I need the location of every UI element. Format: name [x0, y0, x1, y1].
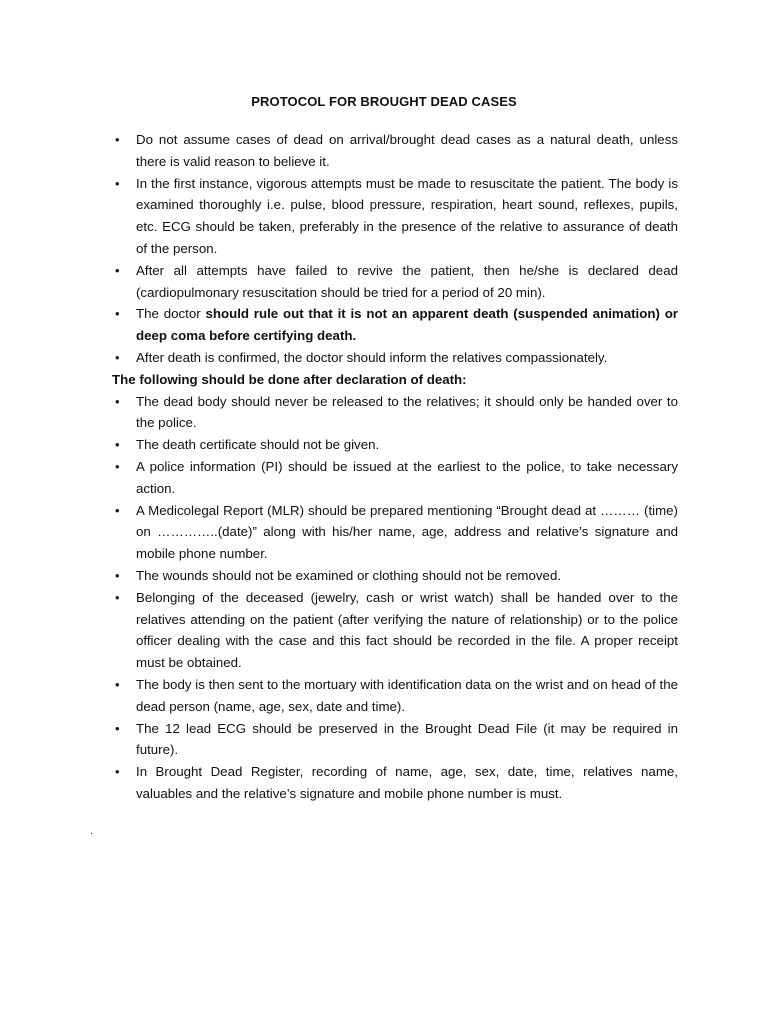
section-subheading: The following should be done after declaration of death:: [112, 371, 467, 387]
bullet-item: • After all attempts have failed to revive the patient, then he/she is declared dead (cardiopulmonary resuscitation should be tried for a period of 20 min).: [112, 260, 678, 304]
bullet-item: • The dead body should never be released to the relatives; it should only be handed over to the police.: [112, 391, 678, 435]
bullet-item: • The body is then sent to the mortuary with identification data on the wrist and on head of the dead person (name, age, sex, date and time).: [112, 674, 678, 718]
bullet-text-bold: should rule out that it is not an apparent death (suspended animation) or deep coma before certifying death: [136, 306, 678, 344]
bullet-list-after-death: [112, 391, 678, 805]
bullet-item: • After death is confirmed, the doctor should inform the relatives compassionately.: [112, 347, 678, 369]
bullet-list-general: [112, 129, 678, 369]
bullet-item: [112, 303, 678, 347]
bullet-item: • The death certificate should not be given.: [112, 434, 678, 456]
bullet-text-prefix: The doctor: [136, 306, 206, 322]
bullet-text-suffix: .: [352, 328, 357, 344]
document-title: PROTOCOL FOR BROUGHT DEAD CASES: [251, 94, 517, 109]
bullet-item: • In the first instance, vigorous attempts must be made to resuscitate the patient. The body is examined thoroughly i.e. pulse, blood pressure, respiration, heart sound, reflexes, pupils, etc. ECG should be taken, preferably in the presence of the relative to assurance of death of the person.: [112, 173, 678, 260]
bullet-item: • In Brought Dead Register, recording of name, age, sex, date, time, relatives name, valuables and the relative’s signature and mobile phone number is must.: [112, 761, 678, 805]
document-body: [112, 129, 678, 805]
bullet-item: • Do not assume cases of dead on arrival/brought dead cases as a natural death, unless there is valid reason to believe it.: [112, 129, 678, 173]
bullet-item: • The wounds should not be examined or clothing should not be removed.: [112, 565, 678, 587]
stray-mark: .: [90, 826, 93, 837]
bullet-item: • Belonging of the deceased (jewelry, cash or wrist watch) shall be handed over to the relatives attending on the patient (after verifying the nature of relationship) or to the police officer dealing with the case and this fact should be recorded in the file. A proper receipt must be obtained.: [112, 587, 678, 674]
bullet-item: • A Medicolegal Report (MLR) should be prepared mentioning “Brought dead at ……… (time) on …………..(date)” along with his/her name, age, address and relative’s signature and mobile phone number.: [112, 500, 678, 565]
bullet-item: • A police information (PI) should be issued at the earliest to the police, to take necessary action.: [112, 456, 678, 500]
bullet-item: • The 12 lead ECG should be preserved in the Brought Dead File (it may be required in future).: [112, 718, 678, 762]
